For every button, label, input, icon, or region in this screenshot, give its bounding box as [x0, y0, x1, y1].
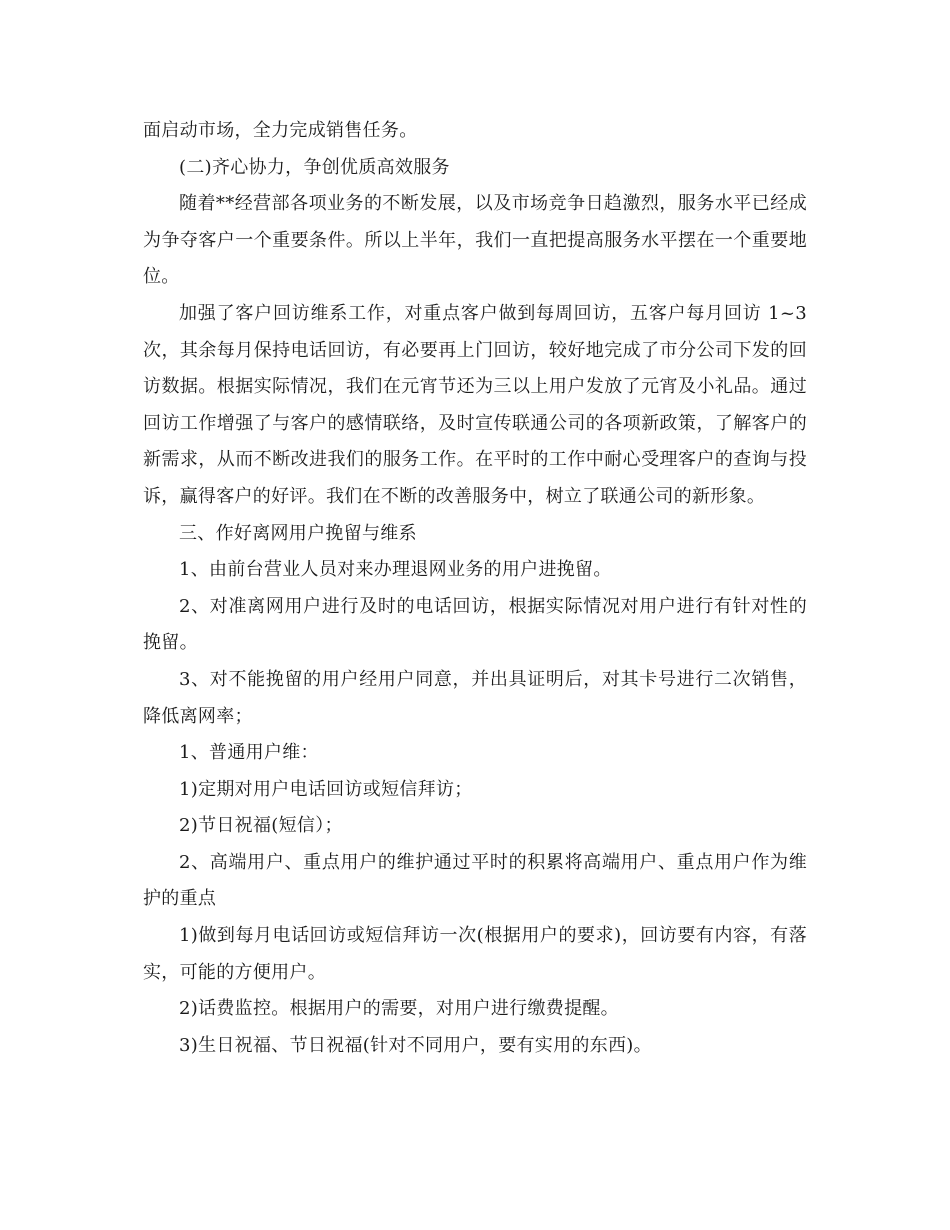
paragraph-3: 随着**经营部各项业务的不断发展，以及市场竞争日趋激烈，服务水平已经成为争夺客户一个重要条件。所以上半年，我们一直把提高服务水平摆在一个重要地位。 — [143, 193, 807, 288]
paragraph-4: 加强了客户回访维系工作，对重点客户做到每周回访，五客户每月回访 1~3次，其余每月保持电话回访，有必要再上门回访，较好地完成了市分公司下发的回访数据。根据实际情况，我们在元宵节还为三以上用户发放了元宵及小礼品。通过回访工作增强了与客户的感情联络，及时宣传联通公司的各项新政策，了解客户的新需求，从而不断改进我们的服务工作。在平时的工作中耐心受理客户的查询与投诉，赢得客户的好评。我们在不断的改善服务中，树立了联通公司的新形象。 — [143, 302, 807, 507]
key-item-3: 3)生日祝福、节日祝福(针对不同用户，要有实用的东西)。 — [179, 1034, 652, 1056]
key-item-1: 1)做到每月电话回访或短信拜访一次(根据用户的要求)，回访要有内容，有落实，可能的方便用户。 — [143, 925, 807, 983]
list-item-1: 1、由前台营业人员对来办理退网业务的用户进挽留。 — [179, 559, 612, 581]
sub-item-1: 1)定期对用户电话回访或短信拜访； — [179, 778, 473, 800]
subsection-normal-users: 1、普通用户维： — [179, 742, 319, 764]
list-item-2: 2、对准离网用户进行及时的电话回访，根据实际情况对用户进行有针对性的挽留。 — [143, 595, 807, 654]
document-body — [143, 113, 807, 1064]
subsection-key-users: 2、高端用户、重点用户的维护通过平时的积累将高端用户、重点用户作为维护的重点 — [143, 851, 807, 910]
key-item-2: 2)话费监控。根据用户的需要，对用户进行缴费提醒。 — [179, 998, 619, 1020]
paragraph-1: 面启动市场，全力完成销售任务。 — [143, 120, 418, 141]
list-item-3: 3、对不能挽留的用户经用户同意，并出具证明后，对其卡号进行二次销售，降低离网率； — [143, 668, 807, 727]
section-heading-3: 三、作好离网用户挽留与维系 — [179, 522, 417, 544]
paragraph-2: (二)齐心协力，争创优质高效服务 — [179, 156, 450, 178]
sub-item-2: 2)节日祝福(短信）； — [179, 815, 343, 837]
